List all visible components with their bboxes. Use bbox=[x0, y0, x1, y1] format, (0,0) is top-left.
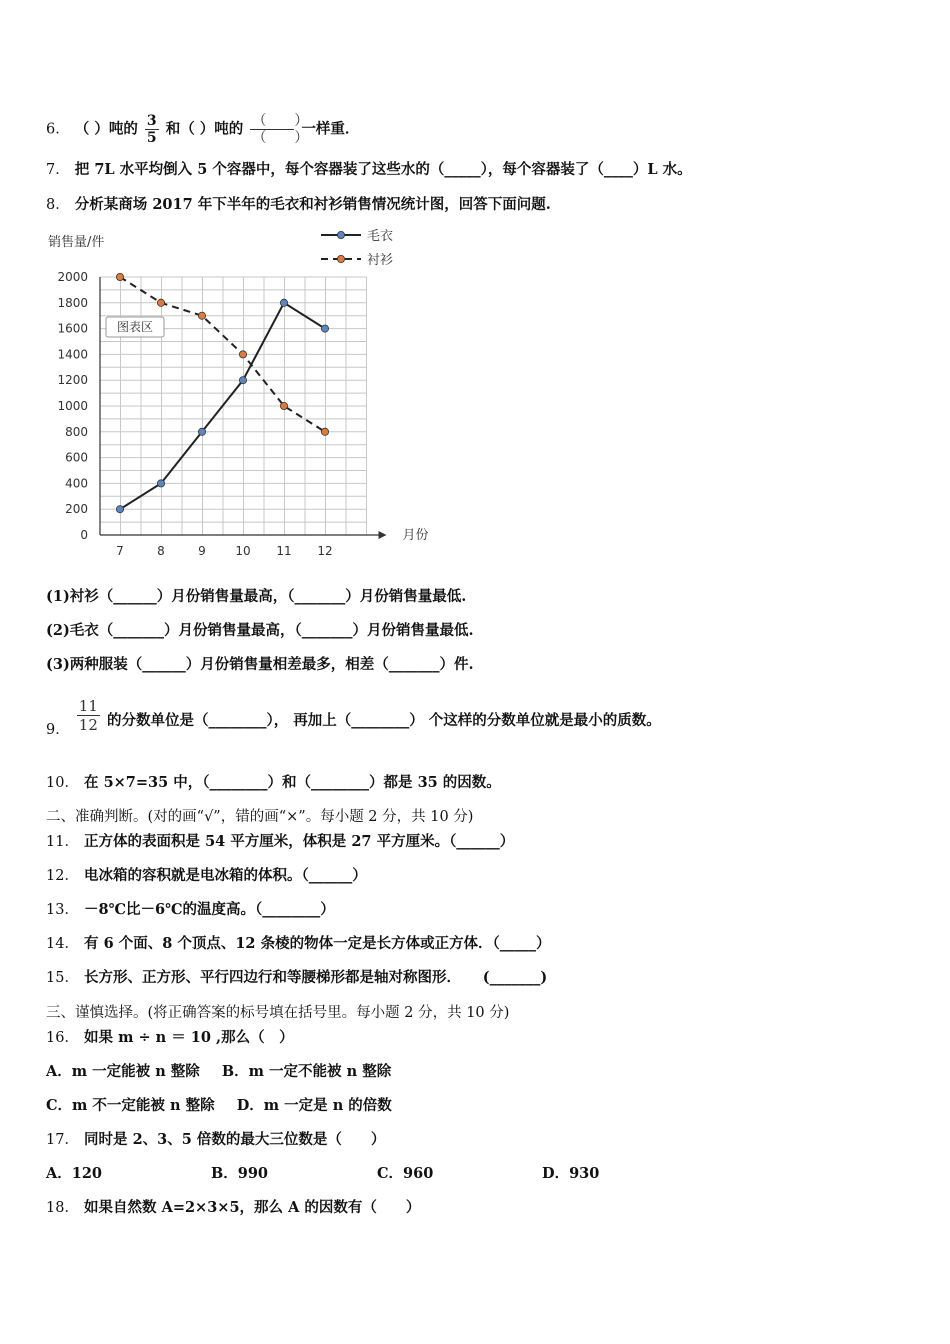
question-number: 9． bbox=[46, 722, 70, 738]
y-tick-label: 600 bbox=[65, 450, 88, 465]
data-point-shirt bbox=[321, 428, 328, 435]
fraction-3-5 bbox=[145, 113, 159, 146]
section-2-heading: 二、准确判断。(对的画“√”，错的画“×”。每小题 2 分，共 10 分) bbox=[46, 809, 474, 825]
question-text: 和（ ）吨的 bbox=[165, 120, 244, 138]
fraction-numerator: （ ） bbox=[252, 113, 309, 129]
y-tick-label: 1200 bbox=[57, 373, 88, 388]
question-text: 分析某商场 2017 年下半年的毛衣和衬衫销售情况统计图，回答下面问题. bbox=[74, 196, 551, 213]
option-b: B．m 一定不能被 n 整除 bbox=[221, 1063, 392, 1080]
question-text: 如果自然数 A=2×3×5，那么 A 的因数有（ ） bbox=[84, 1199, 421, 1216]
question-number: 7． bbox=[46, 162, 70, 178]
question-8-sub-1: (1)衬衫（______）月份销售量最高，（_______）月份销售量最低. bbox=[46, 588, 467, 605]
data-point-sweater bbox=[280, 299, 287, 306]
option-c: C．m 不一定能被 n 整除 bbox=[46, 1097, 215, 1114]
question-8-sub-3: (3)两种服装（______）月份销售量相差最多，相差（_______）件. bbox=[46, 656, 474, 673]
option-d: D．m 一定是 n 的倍数 bbox=[236, 1097, 392, 1114]
data-point-sweater bbox=[321, 325, 328, 332]
question-number: 16． bbox=[46, 1030, 79, 1046]
question-7 bbox=[46, 160, 692, 180]
question-17 bbox=[46, 1130, 385, 1150]
fraction-numerator: 3 bbox=[146, 113, 157, 129]
x-axis-label: 月份 bbox=[402, 528, 429, 543]
question-text: 有 6 个面、8 个顶点、12 条棱的物体一定是长方体或正方体．（_____） bbox=[84, 935, 551, 952]
question-8 bbox=[46, 195, 551, 215]
question-text: 把 7L 水平均倒入 5 个容器中，每个容器装了这些水的（_____），每个容器装了（____）L 水。 bbox=[74, 161, 692, 178]
question-text: 的分数单位是（________）， 再加上（________） 个这样的分数单位就是最小的质数。 bbox=[106, 712, 661, 729]
data-point-sweater bbox=[198, 428, 205, 435]
data-point-shirt bbox=[198, 312, 205, 319]
question-number: 11． bbox=[46, 834, 79, 850]
question-9 bbox=[46, 690, 661, 740]
y-tick-label: 1400 bbox=[57, 347, 88, 362]
y-tick-label: 0 bbox=[80, 528, 88, 542]
question-text: 长方形、正方形、平行四边行和等腰梯形都是轴对称图形． (_______) bbox=[84, 969, 548, 986]
sales-line-chart bbox=[40, 226, 440, 556]
x-tick-label: 8 bbox=[157, 544, 165, 556]
data-point-shirt bbox=[157, 299, 164, 306]
question-14 bbox=[46, 934, 551, 954]
data-point-shirt bbox=[239, 351, 246, 358]
fraction-numerator: 11 bbox=[78, 696, 98, 715]
y-tick-label: 1800 bbox=[57, 295, 88, 310]
legend-label: 毛衣 bbox=[367, 229, 394, 244]
data-point-shirt bbox=[280, 402, 287, 409]
question-17-option-a: A．120 bbox=[46, 1165, 103, 1182]
question-number: 18． bbox=[46, 1200, 79, 1216]
question-13 bbox=[46, 900, 335, 920]
y-axis-label: 销售量/件 bbox=[48, 235, 105, 250]
question-10 bbox=[46, 773, 501, 793]
question-16 bbox=[46, 1028, 294, 1048]
y-tick-label: 400 bbox=[65, 476, 88, 491]
question-number: 6． bbox=[46, 121, 70, 138]
y-tick-label: 2000 bbox=[57, 270, 88, 284]
question-text: －8℃比－6℃的温度高。（________） bbox=[84, 901, 335, 918]
question-8-sub-2: (2)毛衣（_______）月份销售量最高，（_______）月份销售量最低. bbox=[46, 622, 474, 639]
data-point-shirt bbox=[116, 273, 123, 280]
y-tick-label: 800 bbox=[65, 424, 88, 439]
question-number: 12． bbox=[46, 868, 79, 884]
question-text: 同时是 2、3、5 倍数的最大三位数是（ ） bbox=[84, 1131, 386, 1148]
question-number: 10． bbox=[46, 775, 79, 791]
y-tick-label: 1000 bbox=[57, 399, 88, 413]
question-17-option-d: D．930 bbox=[542, 1165, 600, 1182]
question-17-option-b: B．990 bbox=[211, 1165, 269, 1182]
x-tick-label: 12 bbox=[317, 544, 333, 556]
legend-marker bbox=[337, 231, 344, 238]
question-16-options-cd bbox=[46, 1096, 392, 1116]
data-point-sweater bbox=[157, 480, 164, 487]
fraction-denominator: 5 bbox=[146, 130, 157, 146]
question-text: 在 5×7=35 中，（________）和（________）都是 35 的因数。 bbox=[84, 774, 501, 791]
data-point-sweater bbox=[239, 377, 246, 384]
option-a: A．m 一定能被 n 整除 bbox=[46, 1063, 200, 1080]
fraction-11-12 bbox=[77, 697, 100, 734]
question-16-options-ab bbox=[46, 1062, 391, 1082]
question-text: 正方体的表面积是 54 平方厘米，体积是 27 平方厘米。（______） bbox=[84, 833, 515, 850]
question-number: 15． bbox=[46, 970, 79, 986]
question-text: （ ）吨的 bbox=[74, 120, 138, 138]
blank-fraction bbox=[250, 113, 309, 146]
x-tick-label: 7 bbox=[116, 544, 124, 556]
question-number: 17． bbox=[46, 1132, 79, 1148]
x-tick-label: 9 bbox=[198, 544, 206, 556]
question-text: 如果 m ÷ n ＝ 10 ,那么（ ） bbox=[84, 1029, 294, 1046]
question-number: 13． bbox=[46, 902, 79, 918]
question-text: 电冰箱的容积就是电冰箱的体积。（______） bbox=[84, 867, 367, 884]
question-17-option-c: C．960 bbox=[377, 1165, 434, 1182]
question-number: 8． bbox=[46, 197, 70, 213]
question-15 bbox=[46, 968, 547, 988]
chart-area-tooltip: 图表区 bbox=[116, 320, 154, 334]
y-tick-label: 1600 bbox=[57, 321, 88, 336]
question-number: 14． bbox=[46, 936, 79, 952]
data-point-sweater bbox=[116, 506, 123, 513]
question-11 bbox=[46, 832, 514, 852]
fraction-denominator: （ ） bbox=[252, 130, 309, 146]
y-tick-label: 200 bbox=[65, 502, 88, 517]
x-axis-arrow-icon bbox=[379, 531, 387, 539]
x-tick-label: 10 bbox=[235, 544, 251, 556]
section-3-heading: 三、谨慎选择。(将正确答案的标号填在括号里。每小题 2 分，共 10 分) bbox=[46, 1005, 510, 1021]
question-6 bbox=[46, 113, 359, 146]
legend-label: 衬衫 bbox=[367, 253, 394, 268]
x-tick-label: 11 bbox=[276, 544, 292, 556]
question-18 bbox=[46, 1198, 420, 1218]
question-12 bbox=[46, 866, 367, 886]
legend-marker bbox=[337, 255, 344, 262]
fraction-denominator: 12 bbox=[78, 715, 98, 734]
question-text: 一样重． bbox=[301, 120, 360, 138]
